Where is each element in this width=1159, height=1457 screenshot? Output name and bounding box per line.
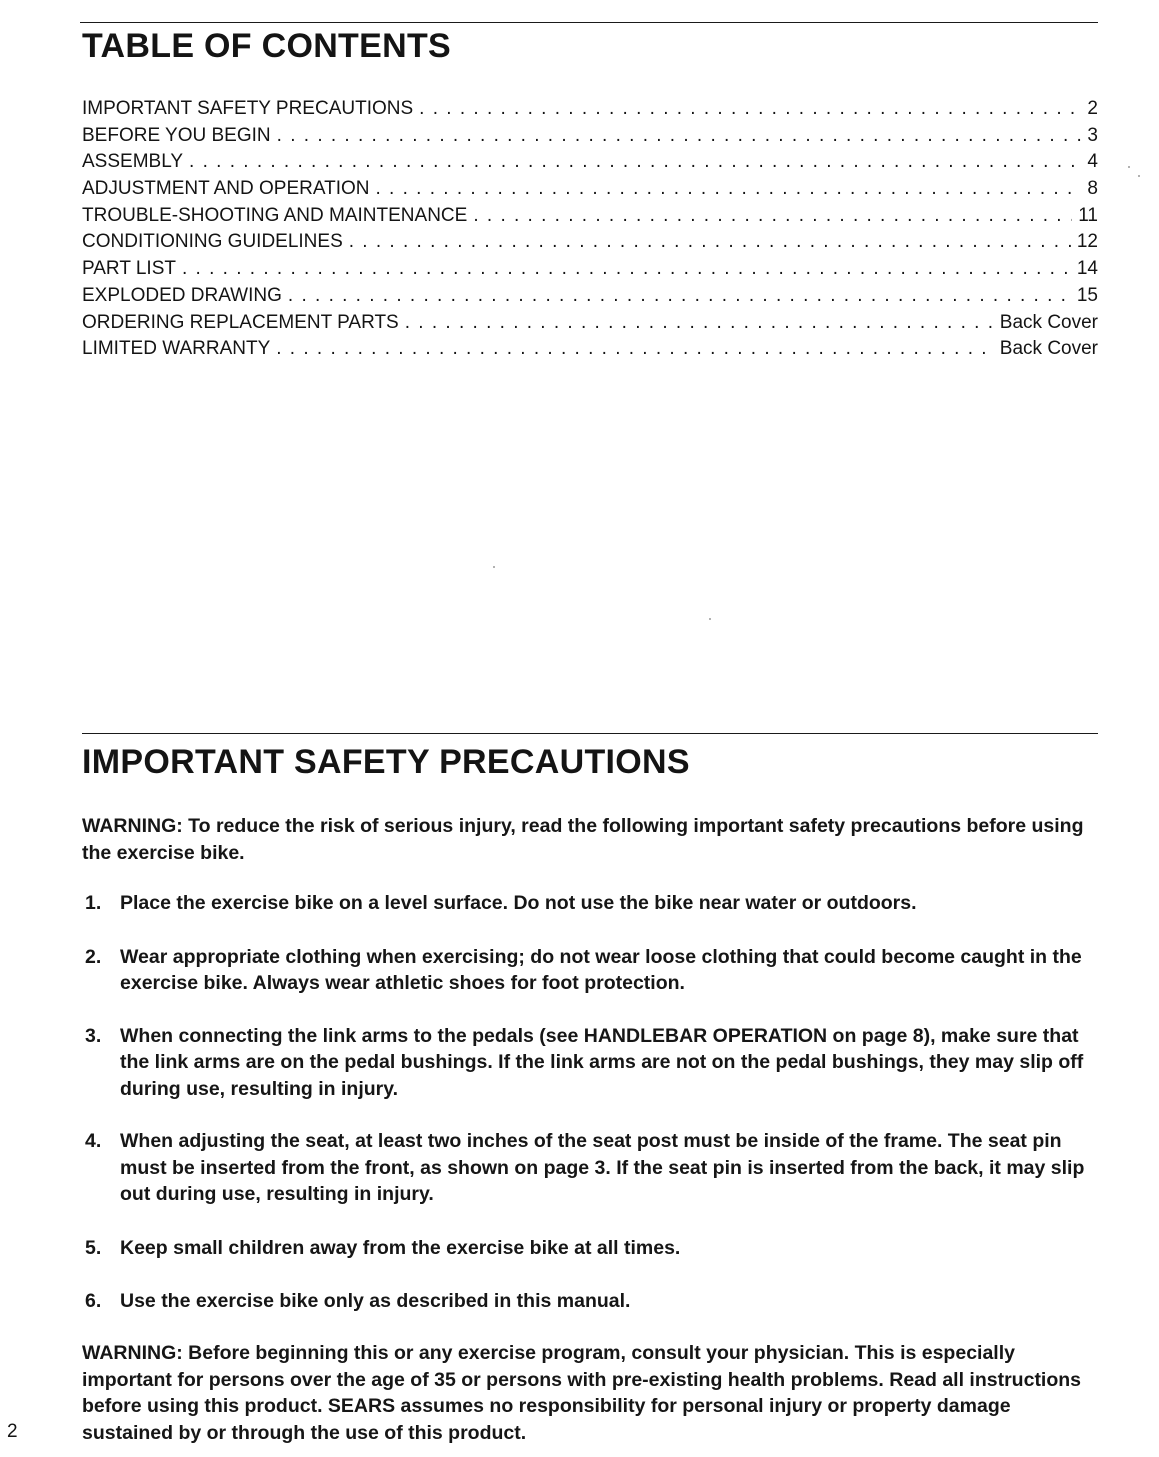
scan-speck xyxy=(1128,166,1130,168)
precaution-item xyxy=(82,890,1102,917)
toc-entry-label: EXPLODED DRAWING xyxy=(82,284,282,306)
precaution-item xyxy=(82,1288,1102,1315)
toc-entry-label: BEFORE YOU BEGIN xyxy=(82,124,271,146)
toc-entry-conditioning[interactable] xyxy=(82,229,1098,256)
toc-entry-label: CONDITIONING GUIDELINES xyxy=(82,231,343,253)
precaution-number: 2. xyxy=(85,945,102,968)
section-divider xyxy=(82,733,1098,734)
precaution-text: Use the exercise bike only as described in this manual. xyxy=(120,1290,631,1312)
toc-entry-label: LIMITED WARRANTY xyxy=(82,338,271,360)
precaution-text: When adjusting the seat, at least two inches of the seat post must be inside of the frame. The seat pin must be inserted from the front, as shown on page 3. If the seat pin is inserted from the back, it may slip out during use, resulting in injury. xyxy=(120,1130,1085,1205)
toc-entry-page: 2 xyxy=(1087,98,1098,119)
warning-intro: WARNING: To reduce the risk of serious injury, read the following important safety precautions before using the exercise bike. xyxy=(82,815,1084,864)
toc-entry-page: 11 xyxy=(1078,204,1098,226)
toc-entry-label: TROUBLE-SHOOTING AND MAINTENANCE xyxy=(82,204,468,226)
toc-entry-exploded-drawing[interactable] xyxy=(82,283,1098,310)
toc-entry-label: ASSEMBLY xyxy=(82,151,184,173)
toc-leader-dots xyxy=(473,203,1072,229)
toc-entry-ordering-parts[interactable] xyxy=(82,310,1098,337)
toc-entry-page: 15 xyxy=(1076,284,1098,306)
precaution-number: 6. xyxy=(85,1290,102,1312)
toc-entry-page: 3 xyxy=(1087,124,1098,146)
precaution-number: 5. xyxy=(85,1236,102,1259)
toc-entry-assembly[interactable] xyxy=(82,149,1098,176)
precaution-number: 4. xyxy=(85,1130,102,1152)
page-number: 2 xyxy=(7,1421,18,1442)
precaution-text: Wear appropriate clothing when exercising; do not wear loose clothing that could become caught in the exercise bike. Always wear athletic shoes for foot protection. xyxy=(120,945,1082,994)
toc-leader-dots xyxy=(182,256,1071,282)
precaution-item xyxy=(82,944,1102,997)
toc-entry-page: 8 xyxy=(1087,178,1098,200)
toc-entry-label: IMPORTANT SAFETY PRECAUTIONS xyxy=(82,98,414,119)
precautions-list xyxy=(82,890,1102,1315)
toc-leader-dots xyxy=(276,336,994,362)
toc-entry-troubleshooting[interactable] xyxy=(82,203,1098,230)
toc-entry-page: 12 xyxy=(1076,231,1098,253)
toc-entry-page: Back Cover xyxy=(999,338,1098,360)
warning-physician: WARNING: Before beginning this or any exercise program, consult your physician. This is especially important for persons over the age of 35 or persons with pre-existing health problems. Read all instructions before using this product. SEARS assumes no responsibility for personal injury or property damage sustained by or through the use of this product. xyxy=(82,1342,1082,1444)
toc-entry-part-list[interactable] xyxy=(82,256,1098,283)
toc-entry-adjustment[interactable] xyxy=(82,176,1098,203)
precaution-item xyxy=(82,1128,1102,1208)
precaution-text: Place the exercise bike on a level surface. Do not use the bike near water or outdoors. xyxy=(120,892,917,914)
precaution-item xyxy=(82,1023,1102,1103)
toc-leader-dots xyxy=(189,149,1081,175)
scan-speck xyxy=(1138,175,1140,177)
top-divider xyxy=(80,22,1098,23)
toc-entry-page: 4 xyxy=(1087,151,1098,173)
toc-entry-before-you-begin[interactable] xyxy=(82,123,1098,150)
toc-leader-dots xyxy=(405,310,994,336)
toc-entry-label: ADJUSTMENT AND OPERATION xyxy=(82,178,370,200)
toc-entry-page: Back Cover xyxy=(999,311,1098,333)
scan-speck xyxy=(493,566,495,568)
toc-entry-page: 14 xyxy=(1076,258,1098,280)
toc-entry-warranty[interactable] xyxy=(82,336,1098,363)
precaution-text: When connecting the link arms to the pedals (see HANDLEBAR OPERATION on page 8), make sure that the link arms are on the pedal bushings. If the link arms are not on the pedal bushings, they may slip off during use, resulting in injury. xyxy=(120,1024,1084,1100)
precaution-number: 3. xyxy=(85,1024,102,1047)
toc-list xyxy=(82,96,1098,363)
precaution-number: 1. xyxy=(85,892,102,914)
toc-entry-label: ORDERING REPLACEMENT PARTS xyxy=(82,311,399,333)
toc-title: TABLE OF CONTENTS xyxy=(82,27,452,65)
scan-speck xyxy=(709,618,711,620)
toc-leader-dots xyxy=(419,96,1081,122)
toc-leader-dots xyxy=(277,123,1082,149)
safety-section-title: IMPORTANT SAFETY PRECAUTIONS xyxy=(82,743,690,781)
toc-leader-dots xyxy=(349,229,1071,255)
toc-entry-safety[interactable] xyxy=(82,96,1098,123)
toc-leader-dots xyxy=(288,283,1071,309)
precaution-text: Keep small children away from the exercise bike at all times. xyxy=(120,1236,681,1259)
precaution-item xyxy=(82,1235,1102,1262)
toc-leader-dots xyxy=(376,176,1082,202)
toc-entry-label: PART LIST xyxy=(82,258,176,280)
